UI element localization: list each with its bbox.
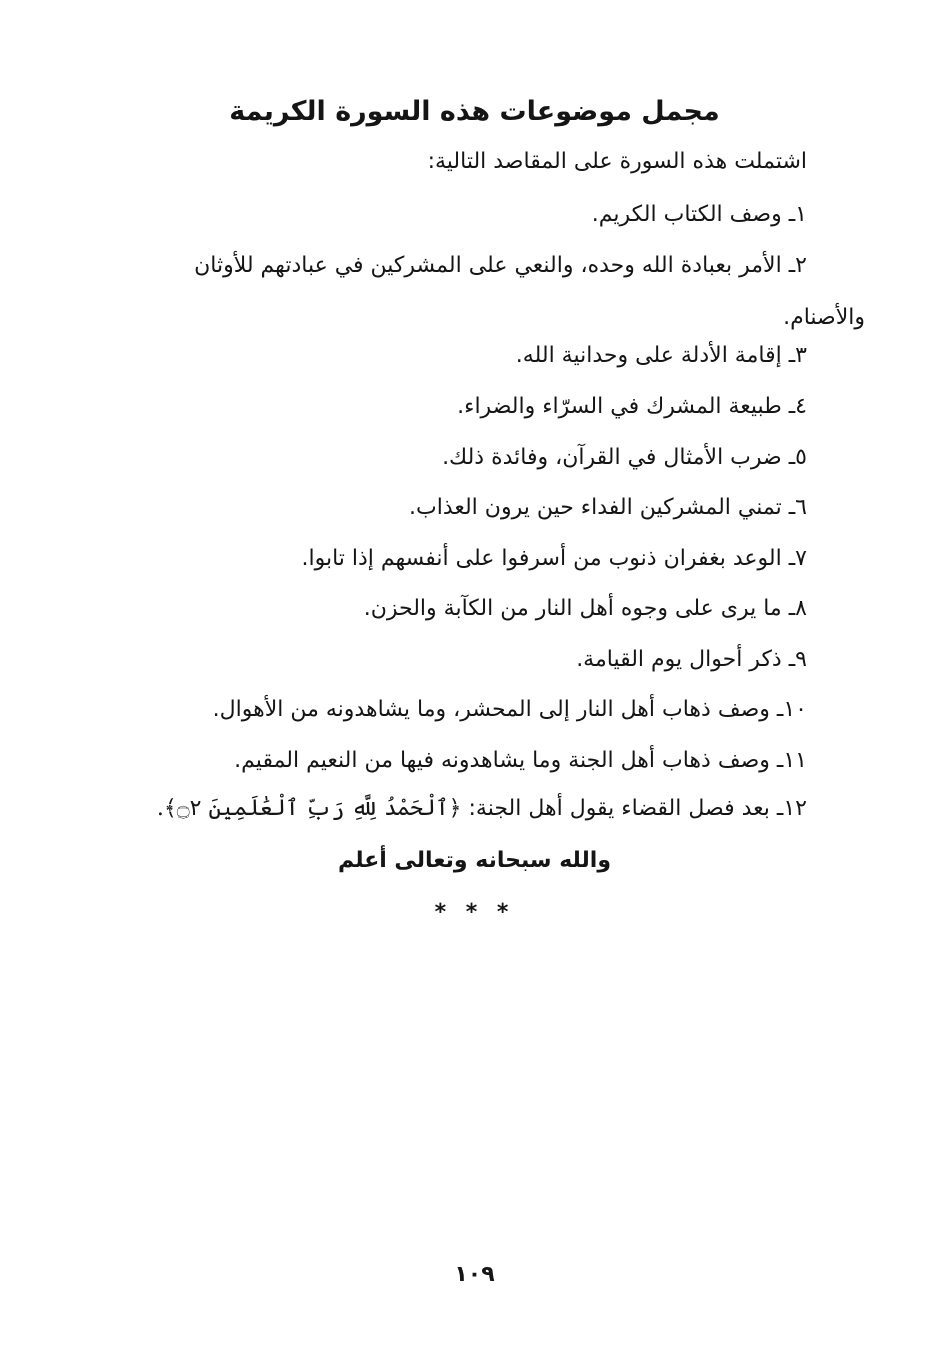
item-text: ما يرى على وجوه أهل النار من الكآبة والحزن. (363, 596, 782, 621)
section-separator: * * * (434, 900, 515, 925)
item-text: الوعد بغفران ذنوب من أسرفوا على أنفسهم إذا تابوا. (301, 546, 782, 571)
item-number: ٦ـ (788, 495, 807, 520)
list-item (457, 389, 807, 425)
item-text: بعد فصل القضاء يقول أهل الجنة: (468, 796, 770, 821)
item-number: ٩ـ (788, 647, 807, 672)
list-item (364, 591, 807, 627)
list-item (157, 791, 807, 827)
intro-paragraph: اشتملت هذه السورة على المقاصد التالية: (427, 149, 807, 174)
item-number: ٨ـ (788, 596, 807, 621)
item-number: ١ـ (788, 202, 807, 227)
item-number: ٣ـ (788, 343, 807, 368)
item-number: ٥ـ (788, 445, 807, 470)
item-number: ٢ـ (788, 253, 807, 278)
list-item (213, 692, 807, 728)
item-number: ٤ـ (788, 394, 807, 419)
list-item (516, 338, 807, 374)
item-text: ذكر أحوال يوم القيامة. (576, 647, 782, 672)
list-item (576, 642, 807, 678)
list-item (409, 490, 807, 526)
list-item (592, 197, 807, 233)
item-text: وصف ذهاب أهل النار إلى المحشر، وما يشاهدونه من الأهوال. (212, 697, 770, 722)
page-title: مجمل موضوعات هذه السورة الكريمة (229, 96, 720, 127)
item-number: ١١ـ (776, 748, 807, 773)
item-text: تمني المشركين الفداء حين يرون العذاب. (409, 495, 782, 520)
item-text: طبيعة المشرك في السرّاء والضراء. (457, 394, 782, 419)
item-text: الأمر بعبادة الله وحده، والنعي على المشركين في عبادتهم للأوثان (194, 253, 782, 278)
page-number: ١٠٩ (454, 1262, 495, 1287)
list-item (92, 240, 865, 344)
item-number: ١٠ـ (776, 697, 807, 722)
list-item (301, 541, 807, 577)
item-number: ٧ـ (788, 546, 807, 571)
list-item (234, 743, 807, 779)
item-text: وصف الكتاب الكريم. (591, 202, 782, 227)
quran-verse: ﴿ٱلْحَمْدُ لِلَّهِ رَبِّ ٱلْعَٰلَمِينَ ۝٢﴾. (156, 796, 462, 821)
item-text: إقامة الأدلة على وحدانية الله. (515, 343, 782, 368)
item-text: وصف ذهاب أهل الجنة وما يشاهدونه فيها من النعيم المقيم. (234, 748, 770, 773)
list-item (442, 440, 807, 476)
item-text-continuation: والأصنام. (783, 305, 865, 330)
item-number: ١٢ـ (776, 796, 807, 821)
item-text: ضرب الأمثال في القرآن، وفائدة ذلك. (442, 445, 782, 470)
closing-phrase: والله سبحانه وتعالى أعلم (337, 848, 612, 873)
